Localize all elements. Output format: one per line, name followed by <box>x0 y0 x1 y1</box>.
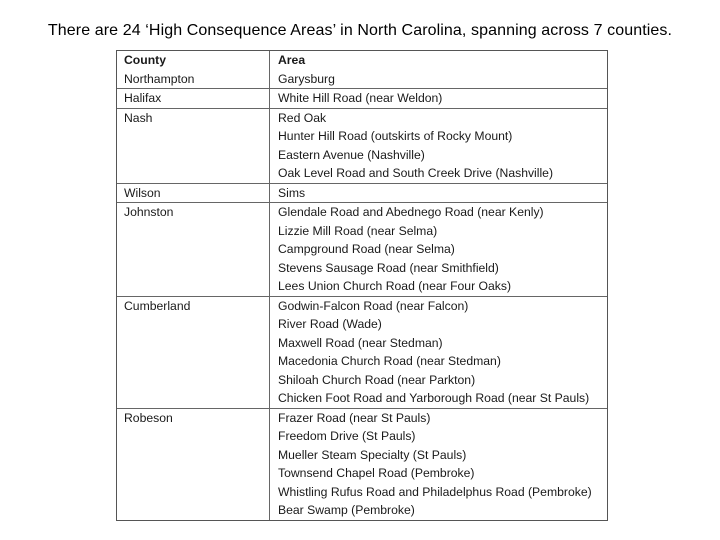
area-name: Chicken Foot Road and Yarborough Road (near St Pauls) <box>278 391 590 405</box>
area-name: Glendale Road and Abednego Road (near Kenly) <box>278 205 544 219</box>
area-cell <box>270 297 607 408</box>
area-cell <box>270 184 607 203</box>
area-header-label: Area <box>278 53 306 67</box>
county-cell <box>117 409 270 520</box>
county-header-label: County <box>124 53 166 67</box>
area-name: Lizzie Mill Road (near Selma) <box>278 223 438 238</box>
area-name: Freedom Drive (St Pauls) <box>278 429 416 443</box>
area-column-header <box>270 51 607 70</box>
county-cell <box>117 184 270 203</box>
county-name: Robeson <box>124 410 173 425</box>
county-cell <box>117 203 270 296</box>
area-name: Garysburg <box>278 71 335 86</box>
county-name: Northampton <box>124 71 195 86</box>
hca-table <box>116 50 608 521</box>
area-cell <box>270 70 607 89</box>
table-row <box>117 70 607 89</box>
county-name: Nash <box>124 110 153 125</box>
county-cell <box>117 89 270 108</box>
area-name: River Road (Wade) <box>278 317 382 331</box>
area-name: White Hill Road (near Weldon) <box>278 91 443 105</box>
county-cell <box>117 109 270 183</box>
county-name: Halifax <box>124 91 162 105</box>
table-row <box>117 296 607 408</box>
area-name: Lees Union Church Road (near Four Oaks) <box>278 279 512 293</box>
area-name: Macedonia Church Road (near Stedman) <box>278 354 501 368</box>
area-name: Oak Level Road and South Creek Drive (Nashville) <box>278 166 554 180</box>
table-row <box>117 183 607 203</box>
area-cell <box>270 89 607 108</box>
table-row <box>117 408 607 520</box>
county-name: Cumberland <box>124 298 191 313</box>
table-body <box>117 70 607 520</box>
area-cell <box>270 109 607 183</box>
area-name: Eastern Avenue (Nashville) <box>278 147 425 162</box>
table-header-row <box>117 51 607 70</box>
table-row <box>117 202 607 296</box>
area-name: Campground Road (near Selma) <box>278 242 455 256</box>
area-name: Godwin-Falcon Road (near Falcon) <box>278 298 469 313</box>
area-name: Whistling Rufus Road and Philadelphus Road (Pembroke) <box>278 484 592 499</box>
county-name: Johnston <box>124 205 174 219</box>
area-name: Frazer Road (near St Pauls) <box>278 410 431 425</box>
area-name: Mueller Steam Specialty (St Pauls) <box>278 447 467 462</box>
area-name: Sims <box>278 185 306 200</box>
area-name: Maxwell Road (near Stedman) <box>278 335 443 350</box>
county-cell <box>117 297 270 408</box>
area-name: Shiloah Church Road (near Parkton) <box>278 372 476 387</box>
area-name: Hunter Hill Road (outskirts of Rocky Mount) <box>278 129 513 143</box>
area-name: Red Oak <box>278 110 327 125</box>
area-cell <box>270 409 607 520</box>
county-column-header <box>117 51 270 70</box>
area-name: Bear Swamp (Pembroke) <box>278 503 415 517</box>
county-cell <box>117 70 270 89</box>
county-name: Wilson <box>124 185 161 200</box>
table-row <box>117 108 607 183</box>
area-name: Townsend Chapel Road (Pembroke) <box>278 466 475 480</box>
area-cell <box>270 203 607 296</box>
page-title: There are 24 ‘High Consequence Areas’ in North Carolina, spanning across 7 counties. <box>47 22 673 39</box>
table-row <box>117 88 607 108</box>
area-name: Stevens Sausage Road (near Smithfield) <box>278 260 499 275</box>
